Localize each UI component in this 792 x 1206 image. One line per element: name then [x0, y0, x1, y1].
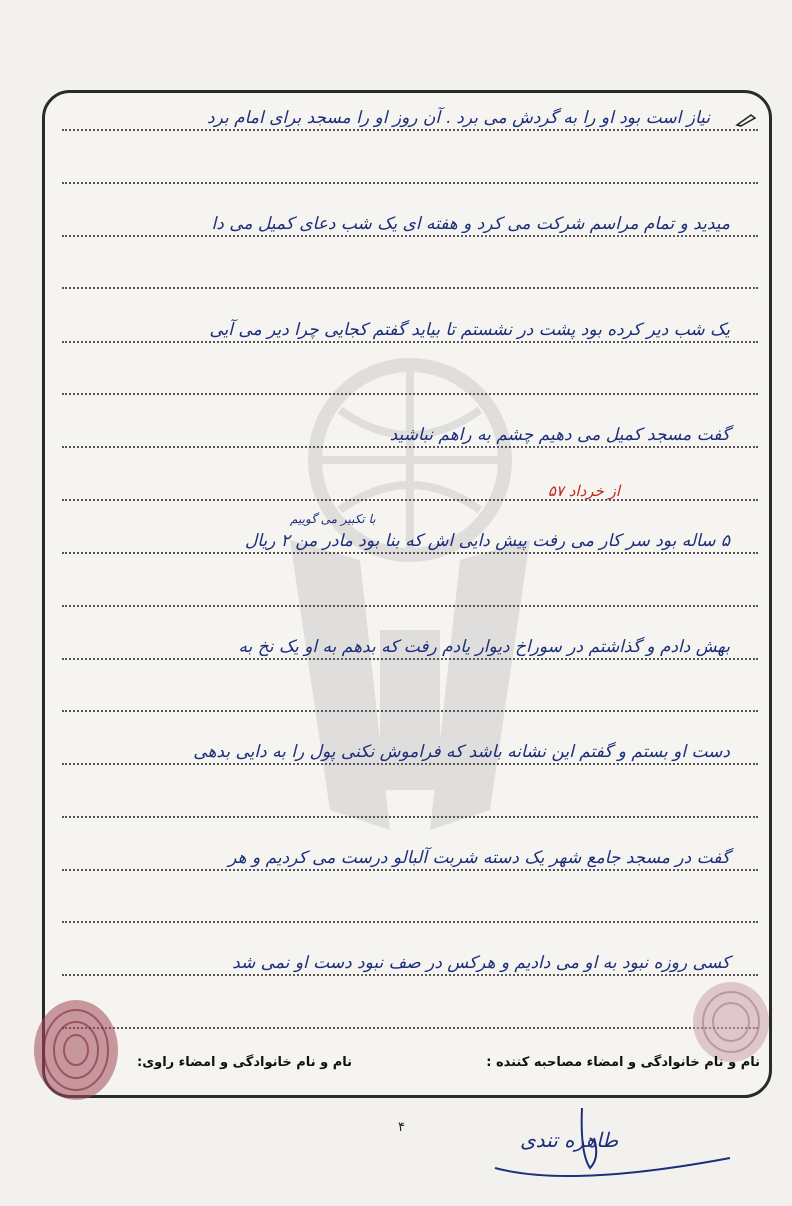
ruled-line — [62, 287, 758, 289]
ruled-line — [62, 129, 758, 131]
signature-handwriting: طاهره تندی — [520, 1128, 619, 1152]
fingerprint-right-icon — [690, 980, 772, 1065]
narrator-signature-label: نام و نام خانوادگی و امضاء راوی: — [137, 1055, 352, 1070]
ruled-line — [62, 182, 758, 184]
ruled-line — [62, 499, 758, 501]
ruled-line — [62, 552, 758, 554]
ruled-line — [62, 869, 758, 871]
handwritten-red-note: از خرداد ۵۷ — [547, 482, 620, 500]
fingerprint-left-icon — [30, 995, 122, 1105]
ruled-line — [62, 921, 758, 923]
ruled-line — [62, 974, 758, 976]
handwritten-line: میدید و تمام مراسم شرکت می کرد و هفته ای یک شب دعای کمیل می دا — [211, 214, 730, 234]
page-number: ۴ — [398, 1120, 405, 1135]
handwritten-line: ۵ ساله بود سر کار می رفت پیش دایی اش که بنا بود مادر من ۲ ریال — [244, 531, 730, 551]
interviewer-signature-label: نام و نام خانوادگی و امضاء مصاحبه کننده : — [486, 1055, 760, 1070]
handwritten-insertion: با تکبیر می گوییم — [290, 512, 376, 526]
ruled-line — [62, 393, 758, 395]
ruled-line — [62, 235, 758, 237]
ruled-line — [62, 658, 758, 660]
ruled-line — [62, 1027, 758, 1029]
ruled-line — [62, 341, 758, 343]
ruled-line — [62, 710, 758, 712]
ruled-line — [62, 605, 758, 607]
ruled-line — [62, 763, 758, 765]
handwritten-line: گفت در مسجد جامع شهر یک دسته شربت آلبالو درست می کردیم و هر — [228, 848, 730, 868]
handwritten-line: کسی روزه نبود به او می دادیم و هرکس در صف نبود دست او نمی شد — [232, 953, 730, 973]
ruled-line — [62, 816, 758, 818]
ruled-line — [62, 446, 758, 448]
handwritten-line: نیاز است بود او را به گردش می برد . آن روز او را مسجد برای امام برد — [207, 108, 710, 128]
handwritten-line: گفت مسجد کمیل می دهیم چشم به راهم نباشید — [389, 425, 730, 445]
handwritten-line: دست او بستم و گفتم این نشانه باشد که فراموش نکنی پول را به دایی بدهی — [193, 742, 730, 762]
watermark-emblem-icon — [230, 330, 590, 850]
pen-icon — [735, 113, 757, 127]
handwritten-line: بهش دادم و گذاشتم در سوراخ دیوار یادم رفت که بدهم به او یک نخ به — [238, 637, 730, 657]
handwritten-line: یک شب دیر کرده بود پشت در نشستم تا بیاید گفتم کجایی چرا دیر می آیی — [209, 320, 730, 340]
